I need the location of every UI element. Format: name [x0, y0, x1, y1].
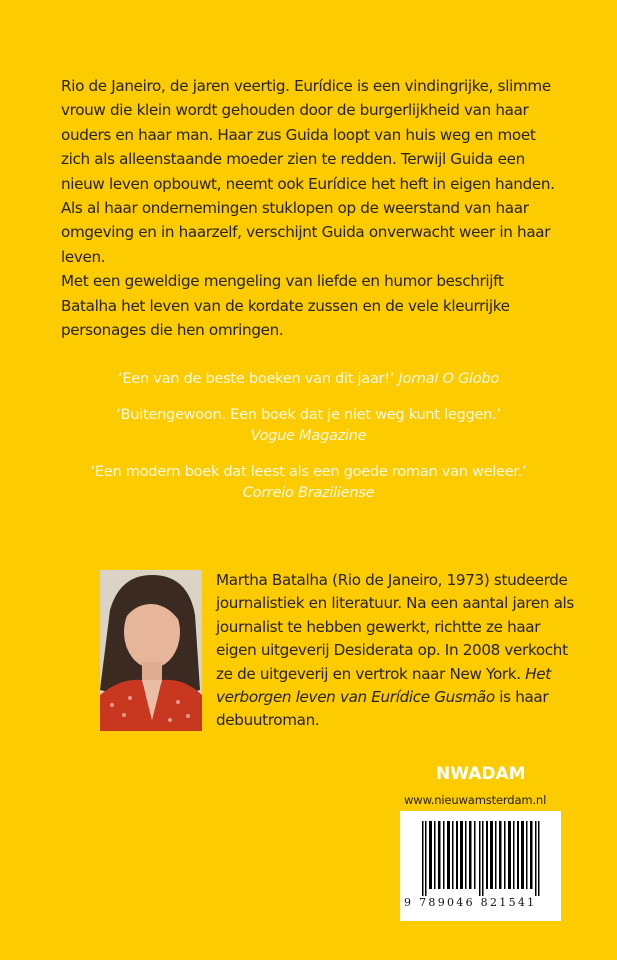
isbn-number: 9 789046 821541 [404, 896, 537, 909]
blurb-paragraph-2: Met een geweldige mengeling van liefde en humor beschrijft Batalha het leven van de kordate zussen en de vele kleurrijke personages die hen omringen. [61, 272, 510, 340]
publisher-url[interactable]: www.nieuwamsterdam.nl [404, 793, 547, 807]
book-blurb [61, 74, 561, 342]
review-quote [0, 404, 617, 446]
review-quote [0, 461, 617, 503]
review-quotes [0, 368, 617, 518]
barcode-icon [422, 821, 540, 896]
quote-source: Correio Braziliense [242, 484, 375, 501]
barcode [400, 811, 561, 921]
quote-text: ‘Een van de beste boeken van dit jaar!’ [118, 370, 395, 387]
book-title: Het verborgen leven van Eurídice Gusmão [216, 664, 551, 707]
review-quote [0, 368, 617, 389]
publisher-logo: NWADAM [436, 764, 526, 784]
quote-text: ‘Buitengewoon. Een boek dat je niet weg kunt leggen.’ [116, 406, 501, 423]
quote-text: ‘Een modern boek dat leest als een goede roman van weleer.’ [90, 463, 527, 480]
bio-end: is haar debuutroman. [216, 688, 549, 730]
author-portrait-icon [100, 570, 202, 731]
quote-source: Vogue Magazine [250, 427, 367, 444]
quote-source: Jornal O Globo [398, 370, 499, 387]
author-photo [100, 570, 202, 731]
blurb-paragraph-1: Rio de Janeiro, de jaren veertig. Eurídice is een vindingrijke, slimme vrouw die klein wordt gehouden door de burgerlijkheid van haar ouders en haar man. Haar zus Guida loopt van huis weg en moet zich als alleenstaande moeder zien te redden. Terwijl Guida een nieuw leven opbouwt, neemt ook Eurídice het heft in eigen handen. Als al haar ondernemingen stuklopen op de weerstand van haar omgeving en in haarzelf, verschijnt Guida onverwacht weer in haar leven. [61, 77, 555, 266]
author-bio [216, 569, 576, 733]
bio-text: Martha Batalha (Rio de Janeiro, 1973) studeerde journalistiek en literatuur. Na een aantal jaren als journalist te hebben gewerkt, richtte ze haar eigen uitgeverij Desiderata op. In 2008 verkocht ze de uitgeverij en vertrok naar New York. [216, 571, 574, 683]
